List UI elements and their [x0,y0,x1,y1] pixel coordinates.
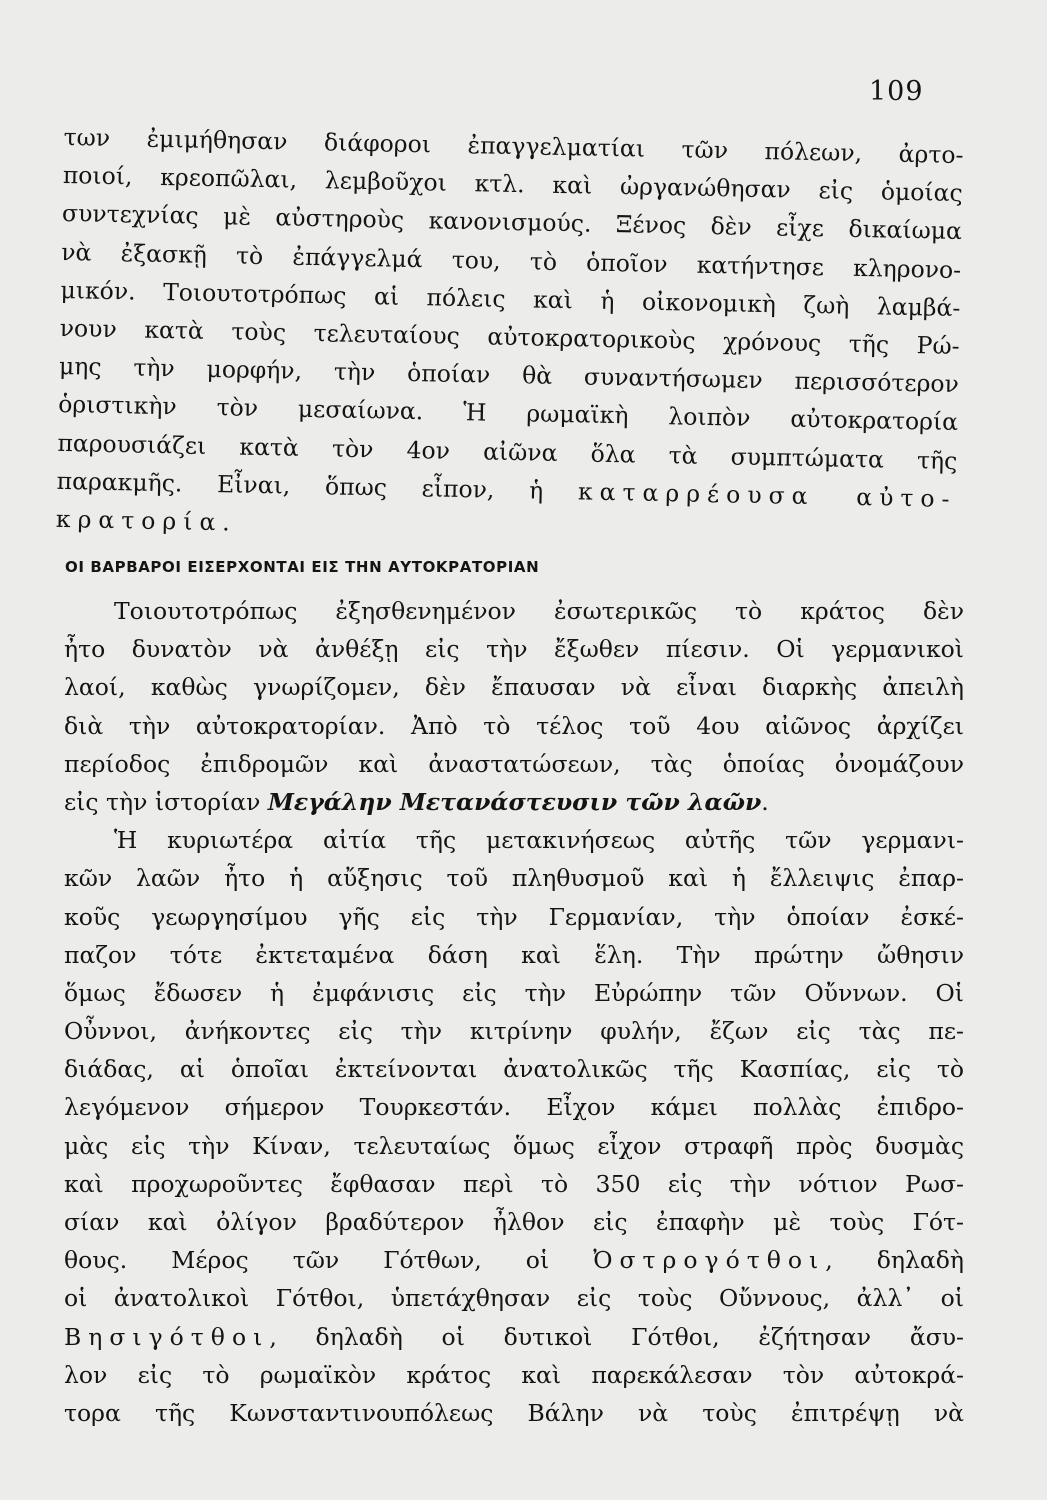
text-line: μης τὴν μορφήν, τὴν ὁποίαν θὰ συναντήσωμεν περισσότερον [58,352,960,399]
text-line: μικόν. Τοιουτοτρόπως αἱ πόλεις καὶ ἡ οἰκονομικὴ ζωὴ λαμβά- [60,275,961,322]
text-line: νὰ ἐξασκῇ τὸ ἐπάγγελμά του, τὸ ὁποῖον κατήντησε κληρονο- [61,237,962,284]
text-line: κοῦς γεωργησίμου γῆς εἰς τὴν Γερμανίαν, τὴν ὁποίαν ἐσκέ- [64,902,964,931]
text-line [64,1241,964,1279]
text-line: λαοί, καθὼς γνωρίζομεν, δὲν ἔπαυσαν νὰ εἶναι διαρκὴς ἀπειλὴ [64,673,964,702]
paragraph-barbarians [64,592,964,1432]
text-span: , δηλαδὴ [825,1246,964,1275]
emphasis-phrase: Μεγάλην Μετανάστευσιν τῶν λαῶν [267,787,762,816]
text-line: ἦτο δυνατὸν νὰ ἀνθέξῃ εἰς τὴν ἔξωθεν πίεσιν. Οἱ γερμανικοὶ [64,635,964,664]
text-line: μὰς εἰς τὴν Κίναν, τελευταίως ὅμως εἶχον στραφῆ πρὸς δυσμὰς [64,1131,964,1160]
spaced-phrase: Βησιγότθοι [64,1322,270,1351]
text-line: Οὖννοι, ἀνήκοντες εἰς τὴν κιτρίνην φυλήν, ἔζων εἰς τὰς πε- [64,1017,964,1046]
section-heading: ΟΙ ΒΑΡΒΑΡΟΙ ΕΙΣΕΡΧΟΝΤΑΙ ΕΙΣ ΤΗΝ ΑΥΤΟΚΡΑΤΟΡΙΑΝ [65,558,540,576]
spaced-phrase: κρατορία. [55,504,238,537]
text-line: συντεχνίας μὲ αὐστηροὺς κανονισμούς. Ξένος δὲν εἶχε δικαίωμα [61,199,963,246]
text-line: διὰ τὴν αὐτοκρατορίαν. Ἀπὸ τὸ τέλος τοῦ 4ου αἰῶνος ἀρχίζει [64,711,964,740]
text-line: των ἐμιμήθησαν διάφοροι ἐπαγγελματίαι τῶν πόλεων, ἀρτο- [63,122,964,170]
text-line: ὁριστικὴν τὸν μεσαίωνα. Ἡ ρωμαϊκὴ λοιπὸν αὐτοκρατορία [57,390,959,437]
text-line [64,1318,964,1356]
paragraph-intro [56,118,964,556]
text-line: οἱ ἀνατολικοὶ Γότθοι, ὑπετάχθησαν εἰς τοὺς Οὔννους, ἀλλ᾽ οἱ [64,1284,964,1313]
text-line: διάδας, αἱ ὁποῖαι ἐκτείνονται ἀνατολικῶς τῆς Κασπίας, εἰς τὸ [64,1055,964,1084]
text-line: λεγόμενον σήμερον Τουρκεστάν. Εἶχον κάμει πολλὰς ἐπιδρο- [64,1093,964,1122]
text-line: κῶν λαῶν ἦτο ἡ αὔξησις τοῦ πληθυσμοῦ καὶ ἡ ἔλλειψις ἐπαρ- [64,864,964,893]
text-line: ποιοί, κρεοπῶλαι, λεμβοῦχοι κτλ. καὶ ὠργανώθησαν εἰς ὁμοίας [62,161,963,208]
text-span: . [761,787,769,816]
text-line: σίαν καὶ ὀλίγον βραδύτερον ἦλθον εἰς ἐπαφὴν μὲ τοὺς Γότ- [64,1208,964,1236]
text-line: Ἡ κυριωτέρα αἰτία τῆς μετακινήσεως αὐτῆς τῶν γερμανι- [114,826,964,855]
spaced-phrase: καταρρέουσα αὐτο- [577,477,957,513]
page-number: 109 [869,76,924,107]
text-span: θους. Μέρος τῶν Γότθων, οἱ [64,1246,594,1275]
text-line: τορα τῆς Κωνσταντινουπόλεως Βάλην νὰ τοὺς ἐπιτρέψῃ νὰ [64,1398,964,1427]
text-span: , δηλαδὴ οἱ δυτικοὶ Γότθοι, ἐζήτησαν ἄσυ- [269,1322,964,1351]
text-line: παρουσιάζει κατὰ τὸν 4ον αἰῶνα ὅλα τὰ συμπτώματα τῆς [57,428,958,475]
text-line: Τοιουτοτρόπως ἐξησθενημένον ἐσωτερικῶς τὸ κράτος δὲν [114,597,964,625]
text-line: παζον τότε ἐκτεταμένα δάση καὶ ἕλη. Τὴν πρώτην ὤθησιν [64,940,964,969]
text-line: καὶ προχωροῦντες ἔφθασαν περὶ τὸ 350 εἰς τὴν νότιον Ρωσ- [64,1169,964,1198]
spaced-phrase: Ὀστρογότθοι [593,1246,826,1275]
text-line: λον εἰς τὸ ρωμαϊκὸν κράτος καὶ παρεκάλεσαν τὸν αὐτοκρά- [64,1360,964,1389]
text-line [64,783,964,821]
text-line: νουν κατὰ τοὺς τελευταίους αὐτοκρατορικοὺς χρόνους τῆς Ρώ- [59,313,960,360]
text-span: παρακμῆς. Εἶναι, ὅπως εἶπον, ἡ [56,466,544,505]
text-line: περίοδος ἐπιδρομῶν καὶ ἀναστατώσεων, τὰς ὁποίας ὀνομάζουν [64,749,964,778]
text-line: ὅμως ἔδωσεν ἡ ἐμφάνισις εἰς τὴν Εὐρώπην τῶν Οὔννων. Οἱ [64,978,964,1007]
text-span: εἰς τὴν ἱστορίαν [64,787,268,816]
